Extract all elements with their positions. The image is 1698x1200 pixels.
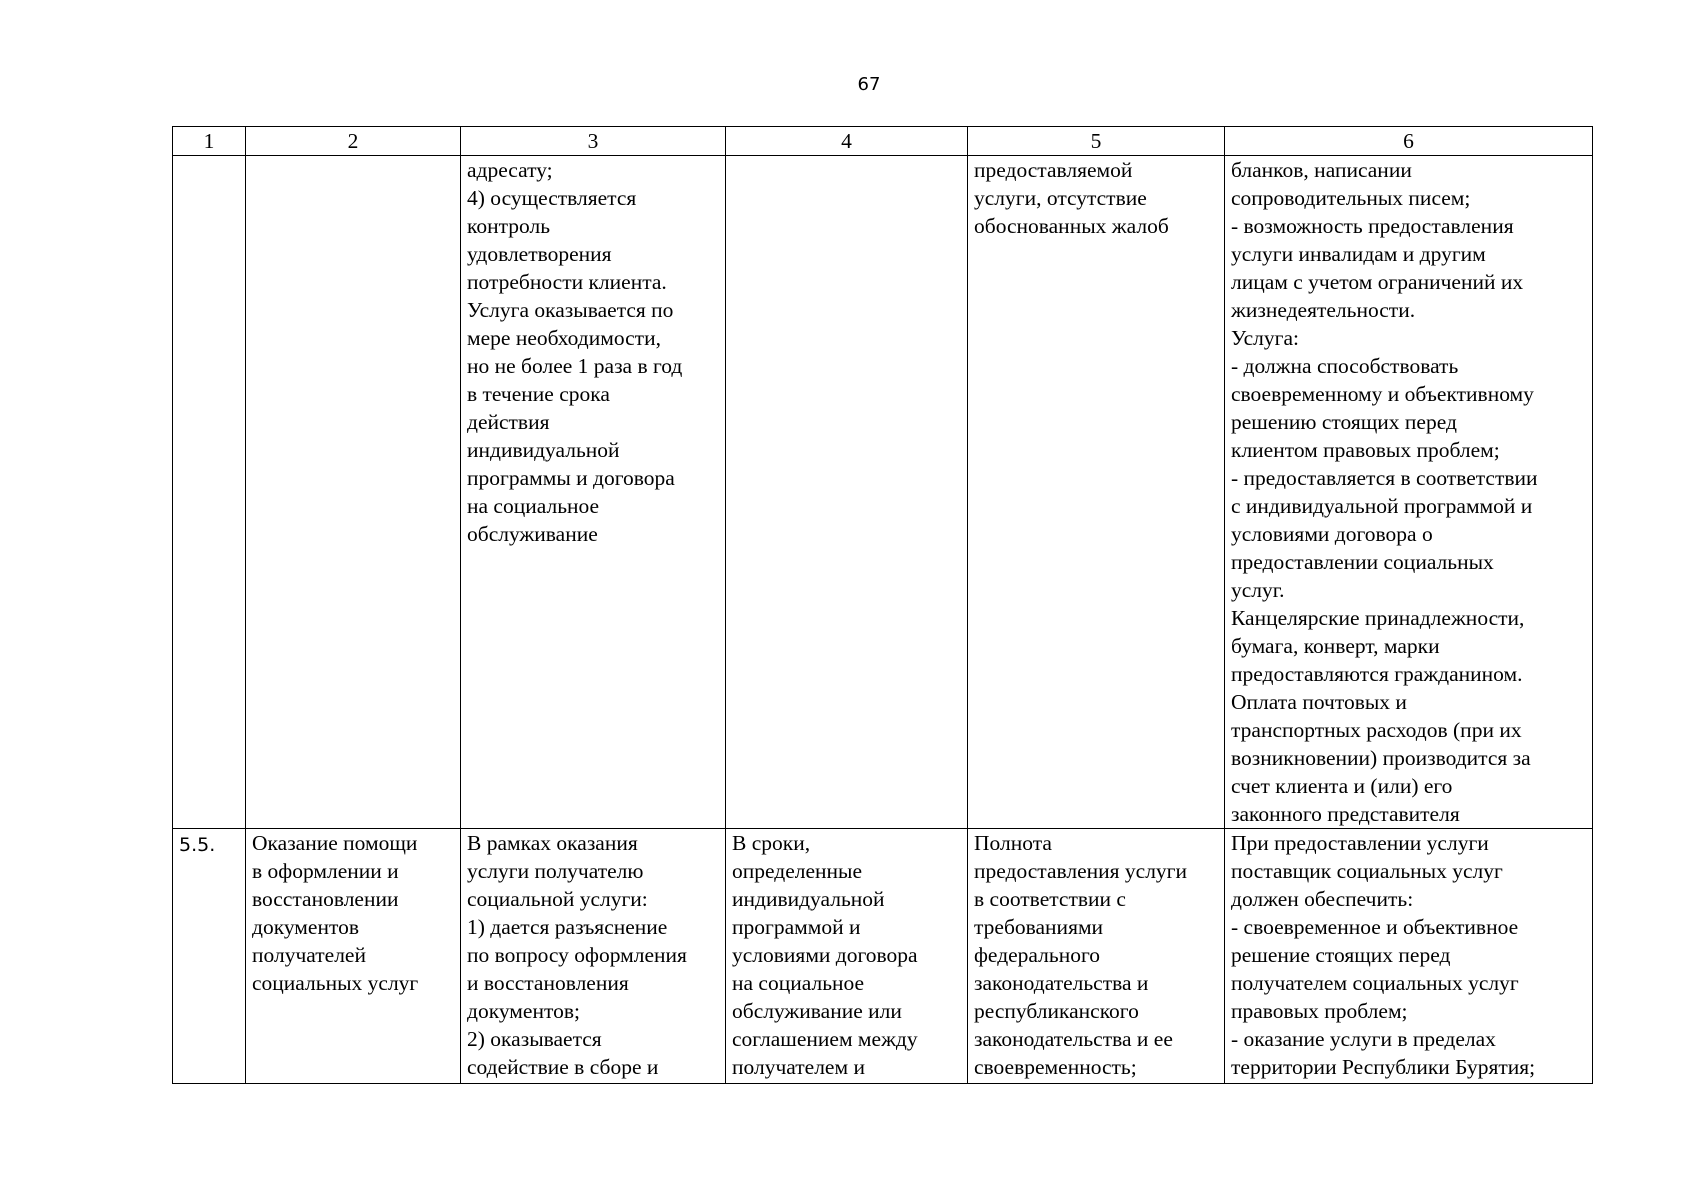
cell-text-line: транспортных расходов (при их: [1231, 718, 1522, 742]
column-number-6: 6: [1225, 127, 1593, 156]
table-cell: [1225, 829, 1593, 1084]
cell-text-line: условиями договора: [732, 943, 918, 967]
table-cell: [173, 156, 246, 829]
cell-text-line: предоставляются гражданином.: [1231, 662, 1523, 686]
cell-text-line: законодательства и ее: [974, 1027, 1173, 1051]
cell-text-line: бланков, написании: [1231, 158, 1412, 182]
cell-text-line: и восстановления: [467, 971, 629, 995]
table-cell: [246, 156, 461, 829]
cell-text-line: При предоставлении услуги: [1231, 831, 1489, 855]
table-cell: [968, 156, 1225, 829]
cell-text-line: определенные: [732, 859, 863, 883]
cell-text-line: с индивидуальной программой и: [1231, 494, 1533, 518]
column-number-5: 5: [968, 127, 1225, 156]
cell-text-line: В рамках оказания: [467, 831, 638, 855]
cell-text-line: по вопросу оформления: [467, 943, 687, 967]
cell-text-line: требованиями: [974, 915, 1104, 939]
cell-text-line: программы и договора: [467, 466, 675, 490]
cell-text-line: 1) дается разъяснение: [467, 915, 668, 939]
cell-text-line: получателем социальных услуг: [1231, 971, 1519, 995]
cell-text-line: своевременность;: [974, 1055, 1137, 1079]
cell-text-line: - возможность предоставления: [1231, 214, 1514, 238]
cell-text-line: федерального: [974, 943, 1100, 967]
cell-text-line: социальных услуг: [252, 971, 419, 995]
column-number-4: 4: [726, 127, 968, 156]
cell-text-line: Оплата почтовых и: [1231, 690, 1407, 714]
cell-text-line: контроль: [467, 214, 551, 238]
cell-text-line: содействие в сборе и: [467, 1055, 659, 1079]
cell-text-line: индивидуальной: [732, 887, 885, 911]
table-cell: [173, 829, 246, 1084]
cell-text-line: в оформлении и: [252, 859, 399, 883]
cell-text-line: лицам с учетом ограничений их: [1231, 270, 1524, 294]
cell-text-line: документов: [252, 915, 359, 939]
cell-text-line: клиентом правовых проблем;: [1231, 438, 1500, 462]
cell-text-line: Канцелярские принадлежности,: [1231, 606, 1525, 630]
cell-text-line: законодательства и: [974, 971, 1149, 995]
cell-text-line: сопроводительных писем;: [1231, 186, 1471, 210]
cell-text-line: предоставления услуги: [974, 859, 1187, 883]
cell-text-line: решение стоящих перед: [1231, 943, 1451, 967]
cell-text-line: 4) осуществляется: [467, 186, 637, 210]
table-row: [173, 156, 1593, 829]
cell-text-line: 2) оказывается: [467, 1027, 602, 1051]
cell-text-line: адресату;: [467, 158, 553, 182]
cell-text-line: восстановлении: [252, 887, 399, 911]
cell-text-line: получателей: [252, 943, 366, 967]
cell-text-line: бумага, конверт, марки: [1231, 634, 1440, 658]
column-number-3: 3: [461, 127, 726, 156]
cell-text-line: В сроки,: [732, 831, 811, 855]
cell-text-line: в течение срока: [467, 382, 610, 406]
cell-text-line: услуги, отсутствие: [974, 186, 1147, 210]
cell-text-line: социальной услуги:: [467, 887, 648, 911]
cell-text-line: - оказание услуги в пределах: [1231, 1027, 1496, 1051]
cell-text-line: обслуживание: [467, 522, 598, 546]
cell-text-line: - своевременное и объективное: [1231, 915, 1519, 939]
cell-text-line: территории Республики Бурятия;: [1231, 1055, 1536, 1079]
page-number: 67: [857, 74, 881, 95]
cell-text-line: решению стоящих перед: [1231, 410, 1457, 434]
column-number-1: 1: [173, 127, 246, 156]
table-header-row: [173, 127, 1593, 156]
cell-text-line: но не более 1 раза в год: [467, 354, 683, 378]
table-cell: [461, 829, 726, 1084]
services-table: [172, 126, 1593, 1084]
cell-text-line: 5.5.: [179, 834, 216, 856]
cell-text-line: предоставляемой: [974, 158, 1133, 182]
cell-text-line: получателем и: [732, 1055, 865, 1079]
table-cell: [726, 829, 968, 1084]
cell-text-line: услуги инвалидам и другим: [1231, 242, 1486, 266]
cell-text-line: документов;: [467, 999, 580, 1023]
cell-text-line: Полнота: [974, 831, 1052, 855]
cell-text-line: потребности клиента.: [467, 270, 667, 294]
table-cell: [461, 156, 726, 829]
column-number-2: 2: [246, 127, 461, 156]
cell-text-line: мере необходимости,: [467, 326, 661, 350]
cell-text-line: своевременному и объективному: [1231, 382, 1534, 406]
cell-text-line: республиканского: [974, 999, 1139, 1023]
cell-text-line: - должна способствовать: [1231, 354, 1459, 378]
cell-text-line: программой и: [732, 915, 861, 939]
cell-text-line: поставщик социальных услуг: [1231, 859, 1503, 883]
cell-text-line: предоставлении социальных: [1231, 550, 1494, 574]
cell-text-line: услуги получателю: [467, 859, 644, 883]
cell-text-line: Оказание помощи: [252, 831, 418, 855]
cell-text-line: законного представителя: [1231, 802, 1460, 826]
table-cell: [1225, 156, 1593, 829]
cell-text-line: условиями договора о: [1231, 522, 1433, 546]
table-cell: [968, 829, 1225, 1084]
table-row: [173, 829, 1593, 1084]
table-cell: [246, 829, 461, 1084]
cell-text-line: удовлетворения: [467, 242, 612, 266]
cell-text-line: на социальное: [732, 971, 865, 995]
cell-text-line: услуг.: [1231, 578, 1285, 602]
cell-text-line: счет клиента и (или) его: [1231, 774, 1453, 798]
cell-text-line: должен обеспечить:: [1231, 887, 1414, 911]
cell-text-line: обслуживание или: [732, 999, 902, 1023]
cell-text-line: возникновении) производится за: [1231, 746, 1531, 770]
cell-text-line: соглашением между: [732, 1027, 918, 1051]
cell-text-line: действия: [467, 410, 550, 434]
cell-text-line: Услуга:: [1231, 326, 1299, 350]
cell-text-line: индивидуальной: [467, 438, 620, 462]
cell-text-line: в соответствии с: [974, 887, 1126, 911]
cell-text-line: Услуга оказывается по: [467, 298, 674, 322]
cell-text-line: жизнедеятельности.: [1231, 298, 1416, 322]
cell-text-line: - предоставляется в соответствии: [1231, 466, 1538, 490]
cell-text-line: на социальное: [467, 494, 600, 518]
cell-text-line: правовых проблем;: [1231, 999, 1408, 1023]
table-cell: [726, 156, 968, 829]
cell-text-line: обоснованных жалоб: [974, 214, 1169, 238]
